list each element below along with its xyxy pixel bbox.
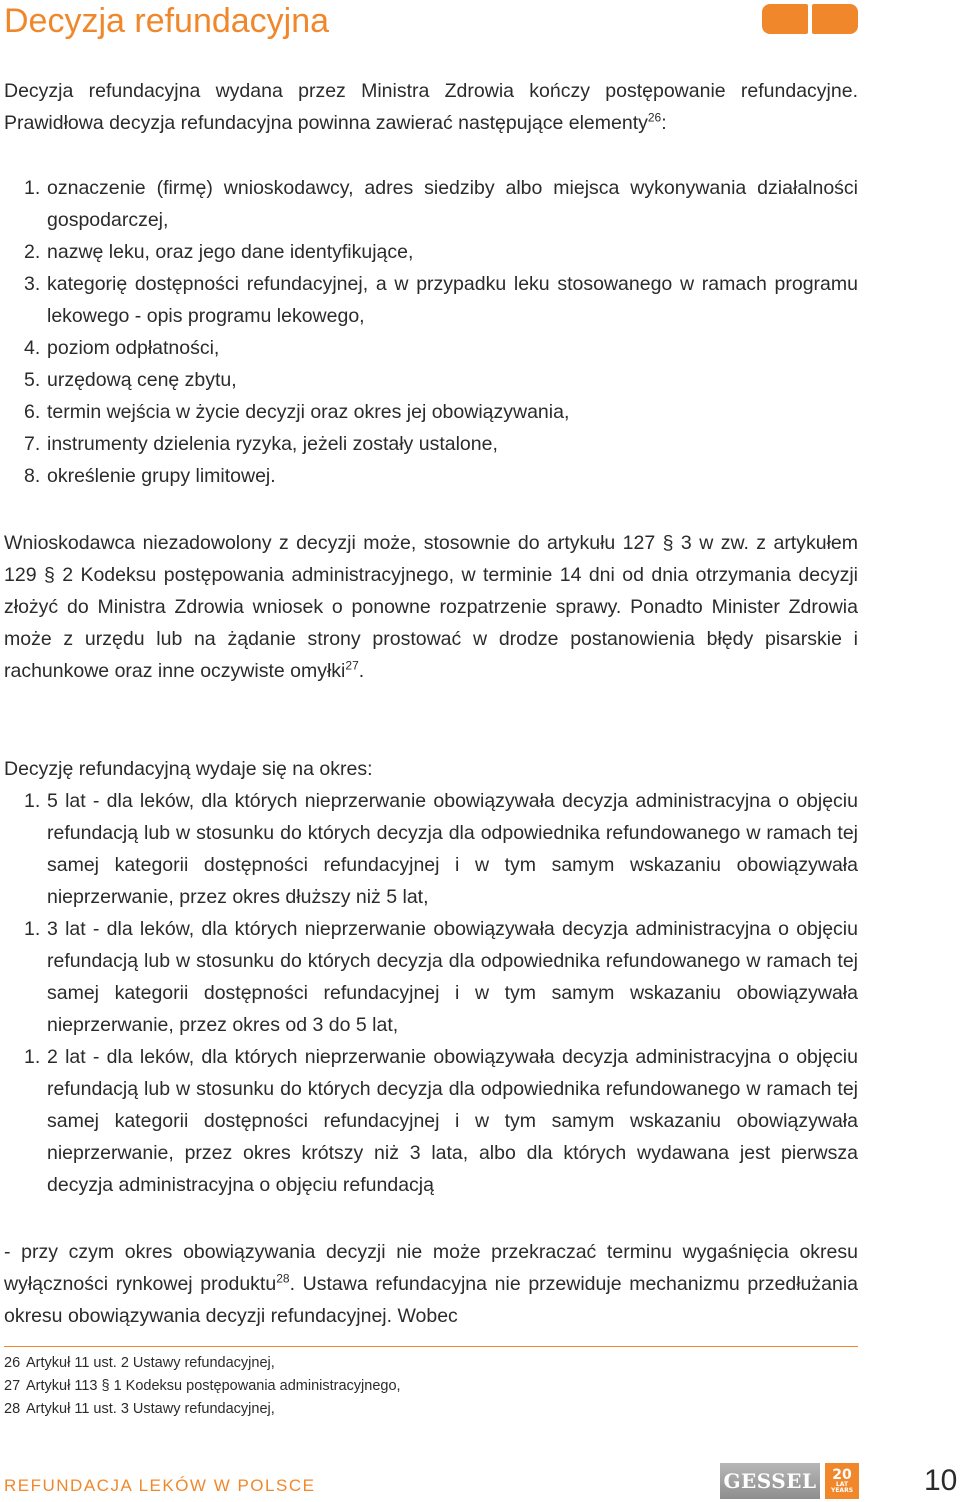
- footnote-text: Artykuł 11 ust. 2 Ustawy refundacyjnej,: [26, 1355, 275, 1371]
- list-item-text: określenie grupy limitowej.: [47, 465, 276, 487]
- elements-list: [4, 172, 858, 492]
- footnote-item: [4, 1375, 858, 1398]
- list-item-number: 1.: [24, 790, 41, 812]
- appeal-text: Wnioskodawca niezadowolony z decyzji może, stosownie do artykułu 127 § 3 w zw. z artykułem 129 § 2 Kodeksu postępowania administracyjnego, w terminie 14 dni od dnia otrzymania decyzji złożyć do Ministra Zdrowia wniosek o ponowne rozpatrzenie sprawy. Ponadto Minister Zdrowia może z urzędu lub na żądanie strony prostować w drodze postanowienia błędy pisarskie i rachunkowe oraz inne oczywiste omyłki: [4, 532, 858, 682]
- list-item: [4, 1041, 858, 1201]
- period-tail-text: - przy czym okres obowiązywania decyzji nie może przekraczać terminu wygaśnięcia okresu wyłączności rynkowej produktu: [4, 1241, 858, 1295]
- footnote-ref-27[interactable]: 27: [345, 658, 359, 673]
- footnote-text: Artykuł 11 ust. 3 Ustawy refundacyjnej,: [26, 1401, 275, 1417]
- footnote-number: 26: [4, 1355, 21, 1371]
- footnote-text: Artykuł 113 § 1 Kodeksu postępowania administracyjnego,: [26, 1378, 401, 1394]
- list-item: [4, 396, 858, 428]
- list-item: [4, 460, 858, 492]
- gessel-logo: GESSEL: [720, 1463, 820, 1499]
- footnote-item: [4, 1398, 858, 1421]
- list-item-number: 7.: [24, 433, 41, 455]
- appeal-paragraph: [4, 527, 858, 687]
- list-item-number: 1.: [24, 918, 41, 940]
- footnote-item: [4, 1352, 858, 1375]
- footnote-separator: [4, 1346, 858, 1347]
- list-item-number: 2.: [24, 241, 41, 263]
- period-heading: Decyzję refundacyjną wydaje się na okres:: [4, 758, 373, 780]
- badge-number: 20: [832, 1467, 852, 1483]
- list-item: [4, 332, 858, 364]
- list-item-number: 1.: [24, 1046, 41, 1068]
- period-list: [4, 785, 858, 1201]
- period-tail-text-2: . Ustawa refundacyjna nie przewiduje mechanizmu przedłużania okresu obowiązywania decyzji refundacyjnej. Wobec: [4, 1273, 858, 1327]
- footnote-ref-26[interactable]: 26: [647, 110, 662, 125]
- list-item: [4, 785, 858, 913]
- header-decoration-right: [812, 4, 858, 34]
- footnotes: [4, 1352, 858, 1421]
- footnote-number: 28: [4, 1401, 21, 1417]
- badge-line2: YEARS: [830, 1487, 854, 1494]
- list-item-number: 3.: [24, 273, 41, 295]
- list-item-number: 8.: [24, 465, 41, 487]
- list-item-text: poziom odpłatności,: [47, 337, 220, 359]
- list-item-number: 4.: [24, 337, 41, 359]
- list-item: [4, 364, 858, 396]
- list-item-text: 3 lat - dla leków, dla których nieprzerwanie obowiązywała decyzja administracyjna o objęciu refundacją lub w stosunku do których decyzja dla odpowiednika refundowanego w ramach tej samej kategorii dostępności refundacyjnej i w tym samym wskazaniu obowiązywała nieprzerwanie, przez okres od 3 do 5 lat,: [47, 918, 858, 1036]
- list-item: [4, 172, 858, 236]
- anniversary-badge: [825, 1463, 859, 1499]
- badge-line1: LAT: [835, 1481, 849, 1488]
- intro-text: Decyzja refundacyjna wydana przez Ministra Zdrowia kończy postępowanie refundacyjne. Prawidłowa decyzja refundacyjna powinna zawierać następujące elementy: [4, 80, 858, 134]
- intro-paragraph: [4, 75, 858, 139]
- list-item-text: oznaczenie (firmę) wnioskodawcy, adres siedziby albo miejsca wykonywania działalności gospodarczej,: [47, 177, 858, 231]
- list-item-text: instrumenty dzielenia ryzyka, jeżeli zostały ustalone,: [47, 433, 498, 455]
- list-item-text: kategorię dostępności refundacyjnej, a w przypadku leku stosowanego w ramach programu lekowego - opis programu lekowego,: [47, 273, 858, 327]
- list-item-text: urzędową cenę zbytu,: [47, 369, 237, 391]
- list-item-text: 5 lat - dla leków, dla których nieprzerwanie obowiązywała decyzja administracyjna o objęciu refundacją lub w stosunku do których decyzja dla odpowiednika refundowanego w ramach tej samej kategorii dostępności refundacyjnej i w tym samym wskazaniu obowiązywała nieprzerwanie, przez okres dłuższy niż 5 lat,: [47, 790, 858, 908]
- list-item: [4, 268, 858, 332]
- page-title: Decyzja refundacyjna: [4, 2, 330, 40]
- header-decoration-left: [762, 4, 808, 34]
- list-item-text: 2 lat - dla leków, dla których nieprzerwanie obowiązywała decyzja administracyjna o objęciu refundacją lub w stosunku do których decyzja dla odpowiednika refundowanego w ramach tej samej kategorii dostępności refundacyjnej i w tym samym wskazaniu obowiązywała nieprzerwanie, przez okres krótszy niż 3 lata, albo dla których wydawana jest pierwsza decyzja administracyjna o objęciu refundacją: [47, 1046, 858, 1196]
- list-item-text: nazwę leku, oraz jego dane identyfikujące,: [47, 241, 414, 263]
- list-item-number: 1.: [24, 177, 41, 199]
- list-item: [4, 236, 858, 268]
- footer-publication-label: REFUNDACJA LEKÓW W POLSCE: [4, 1476, 316, 1495]
- appeal-suffix: .: [358, 660, 365, 682]
- footnote-number: 27: [4, 1378, 21, 1394]
- intro-suffix: :: [661, 112, 667, 134]
- footnote-ref-28[interactable]: 28: [276, 1271, 290, 1286]
- period-tail-paragraph: [4, 1236, 858, 1332]
- page-number: 10: [924, 1464, 958, 1497]
- list-item-number: 5.: [24, 369, 41, 391]
- list-item-text: termin wejścia w życie decyzji oraz okres jej obowiązywania,: [47, 401, 570, 423]
- list-item: [4, 913, 858, 1041]
- list-item: [4, 428, 858, 460]
- list-item-number: 6.: [24, 401, 41, 423]
